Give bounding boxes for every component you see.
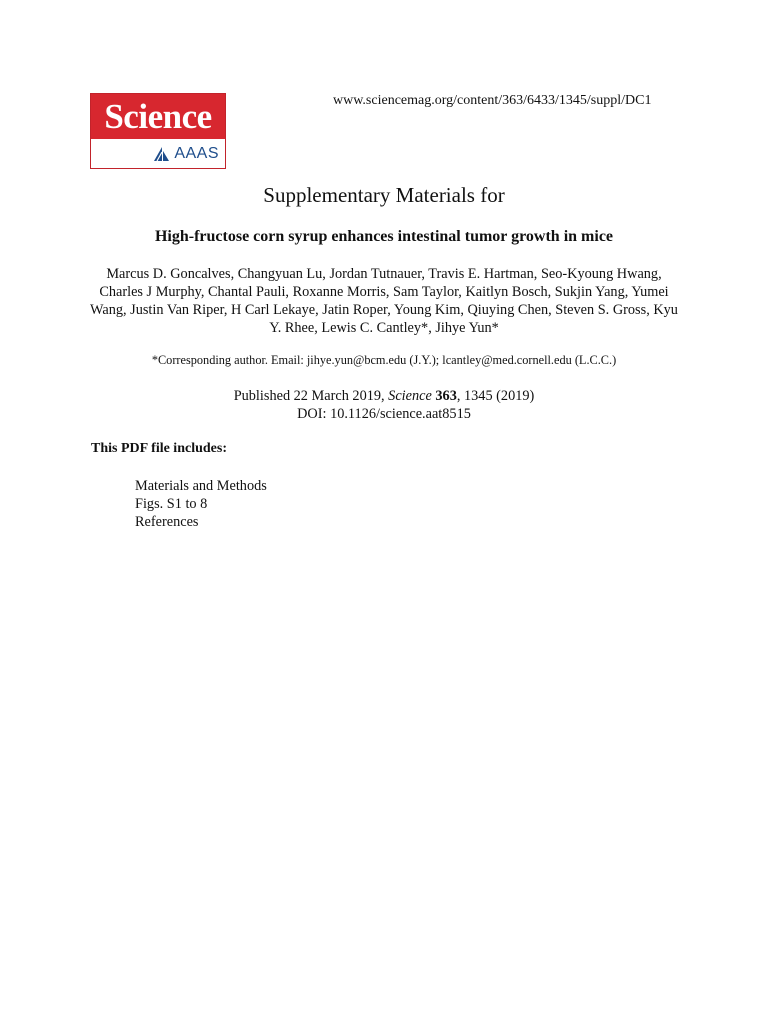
published-prefix: Published 22 March 2019, (233, 388, 389, 404)
doi: DOI: 10.1126/science.aat8515 (297, 406, 471, 422)
science-wordmark: Science (91, 94, 225, 139)
author-list: Marcus D. Goncalves, Changyuan Lu, Jordan Tutnauer, Travis E. Hartman, Seo-Kyoung Hwang, Charles J Murphy, Chantal Pauli, Roxanne Morris, Sam Taylor, Kaitlyn Bosch, Sukjin Yang, Yumei Wang, Justin Van Riper, H Carl Lekaye, Jatin Roper, Young Kim, Qiuying Chen, Steven S. Gross, Kyu Y. Rhee, Lewis C. Cantley*, Jihye Yun* (90, 266, 678, 336)
list-item: Materials and Methods (135, 478, 267, 494)
list-item: Figs. S1 to 8 (135, 496, 208, 512)
aaas-badge (91, 139, 225, 168)
aaas-triangle-icon (153, 146, 171, 162)
journal-volume: 363 (435, 388, 457, 404)
publication-line (0, 387, 768, 405)
publication-info (0, 387, 768, 423)
includes-list (135, 477, 267, 531)
aaas-label: AAAS (174, 144, 219, 162)
science-logo (90, 93, 226, 169)
paper-title: High-fructose corn syrup enhances intestinal tumor growth in mice (154, 228, 614, 245)
corresponding-author-note: *Corresponding author. Email: jihye.yun@bcm.edu (J.Y.); lcantley@med.cornell.edu (L.C.C.) (151, 353, 617, 367)
supplement-url: www.sciencemag.org/content/363/6433/1345/suppl/DC1 (333, 93, 652, 108)
pages-year: , 1345 (2019) (456, 388, 535, 404)
list-item: References (135, 514, 199, 530)
includes-heading: This PDF file includes: (91, 441, 227, 456)
journal-name: Science (388, 388, 432, 404)
supplementary-heading: Supplementary Materials for (263, 183, 505, 207)
